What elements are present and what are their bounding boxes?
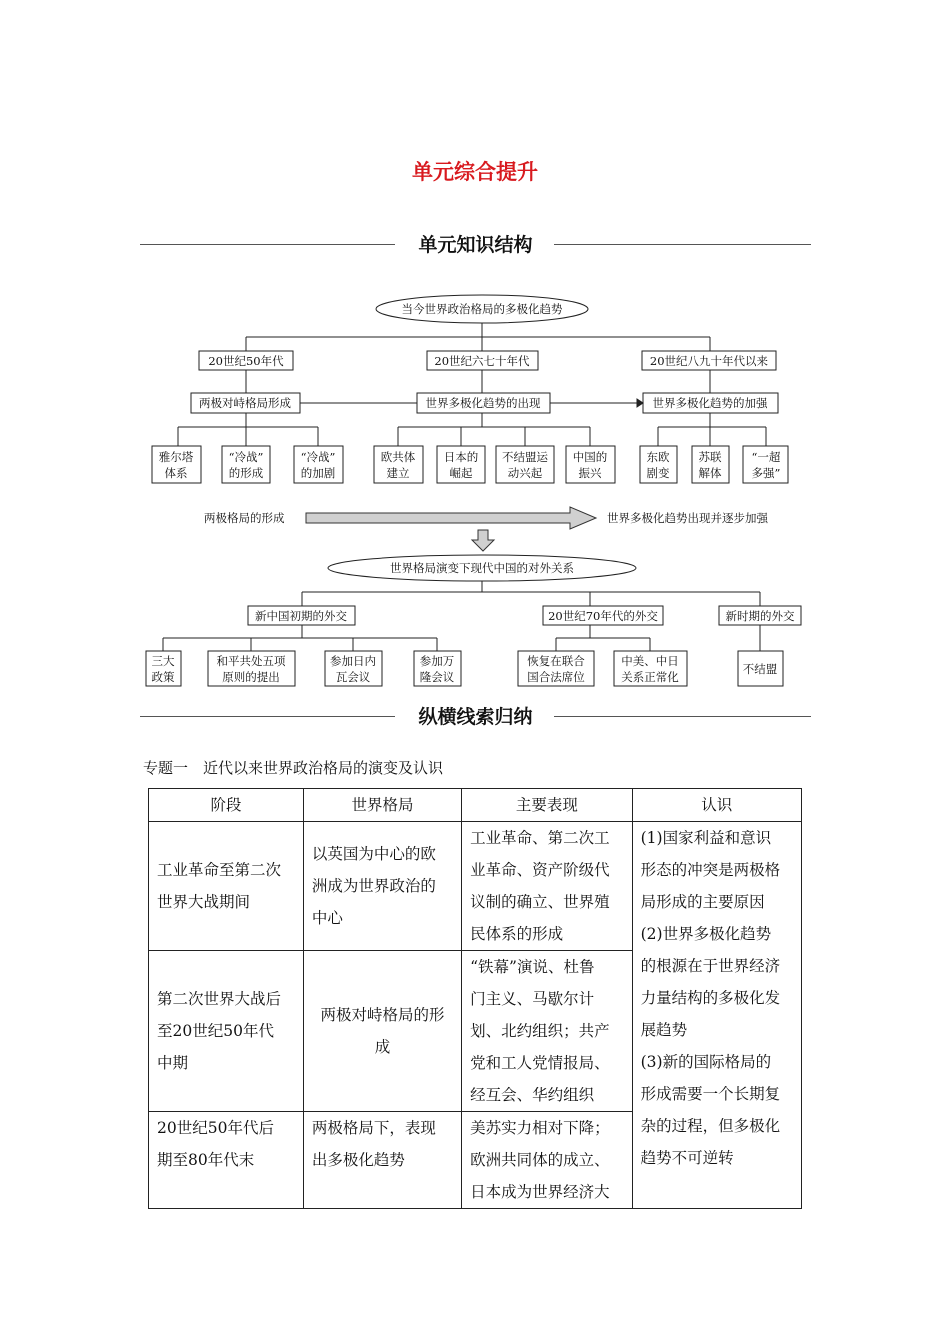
cell-line: 工业革命至第二次 bbox=[157, 861, 282, 879]
diplomacy-item: 恢复在联合 bbox=[527, 654, 585, 668]
event-label: 多强” bbox=[751, 466, 781, 480]
cell-line: “铁幕”演说、杜鲁 bbox=[470, 958, 595, 976]
cell-line: 的根源在于世界经济 bbox=[640, 957, 781, 975]
section-title: 单元知识结构 bbox=[418, 234, 533, 256]
cell-line: 民体系的形成 bbox=[470, 925, 564, 943]
table-row bbox=[149, 822, 802, 951]
diplomacy-item: 参加日内 bbox=[330, 654, 376, 668]
cell-line: 世界大战期间 bbox=[157, 893, 251, 911]
cell-line: 20世纪50年代后 bbox=[157, 1119, 274, 1137]
diplomacy-item: 瓦会议 bbox=[335, 670, 371, 684]
event-label: 苏联 bbox=[698, 450, 722, 464]
cell-line: 局形成的主要原因 bbox=[640, 893, 765, 911]
topic-heading: 专题一 近代以来世界政治格局的演变及认识 bbox=[143, 759, 444, 777]
diplomacy-item: 中美、中日 bbox=[621, 654, 679, 668]
diplomacy-item: 关系正常化 bbox=[621, 670, 679, 684]
diplomacy-item: 和平共处五项 bbox=[216, 654, 286, 668]
page-title: 单元综合提升 bbox=[412, 160, 538, 184]
period-label: 20世纪六七十年代 bbox=[434, 354, 530, 368]
diplomacy-item: 隆会议 bbox=[419, 670, 455, 684]
cell-line: 形态的冲突是两极格 bbox=[640, 861, 781, 879]
cell-line: 力量结构的多极化发 bbox=[640, 989, 781, 1007]
cell-line: 出多极化趋势 bbox=[311, 1151, 405, 1169]
diplomacy-item: 原则的提出 bbox=[222, 670, 280, 684]
cell-line: 美苏实力相对下降； bbox=[470, 1119, 610, 1137]
progress-arrow bbox=[306, 507, 596, 529]
event-label: “冷战” bbox=[228, 450, 264, 464]
cell-line: 两极格局下，表现 bbox=[311, 1119, 436, 1137]
section-heading-threads bbox=[140, 702, 811, 732]
arrow-right-label: 世界多极化趋势出现并逐步加强 bbox=[607, 511, 768, 525]
stage-label: 世界多极化趋势的出现 bbox=[425, 396, 541, 410]
cell-line: 洲成为世界政治的 bbox=[311, 877, 436, 895]
cell-line: 第二次世界大战后 bbox=[157, 990, 282, 1008]
stage-cell bbox=[149, 1112, 304, 1209]
cell-line: 中心 bbox=[311, 909, 343, 927]
root1-label: 当今世界政治格局的多极化趋势 bbox=[401, 302, 563, 316]
event-label: 东欧 bbox=[646, 450, 670, 464]
event-label: 振兴 bbox=[578, 466, 602, 480]
event-label: 崛起 bbox=[449, 466, 473, 480]
diplomacy-label: 20世纪70年代的外交 bbox=[548, 609, 658, 623]
cell-line: 形成需要一个长期复 bbox=[640, 1085, 781, 1103]
pattern-cell bbox=[303, 1112, 461, 1209]
diplomacy-item: 政策 bbox=[151, 670, 175, 684]
event-label: 的形成 bbox=[228, 466, 264, 480]
event-label: “冷战” bbox=[300, 450, 336, 464]
cell-line: 党和工人党情报局、 bbox=[470, 1054, 610, 1072]
cell-line: 趋势不可逆转 bbox=[640, 1149, 734, 1167]
insight-cell bbox=[632, 822, 801, 1209]
period-label: 20世纪八九十年代以来 bbox=[649, 354, 769, 368]
diplomacy-item: 三大 bbox=[151, 654, 175, 668]
section-title: 纵横线索归纳 bbox=[418, 706, 533, 728]
cell-line: 中期 bbox=[157, 1054, 189, 1072]
cell-line: (1)国家利益和意识 bbox=[640, 829, 772, 847]
event-label: 日本的 bbox=[443, 450, 479, 464]
diplomacy-item: 参加万 bbox=[419, 654, 455, 668]
cell-line: 杂的过程，但多极化 bbox=[640, 1117, 781, 1135]
cell-line: (2)世界多极化趋势 bbox=[640, 925, 772, 943]
event-label: 雅尔塔 bbox=[158, 450, 194, 464]
event-label: “一超 bbox=[751, 450, 781, 464]
arrow-left-label: 两极格局的形成 bbox=[204, 511, 285, 525]
cell-line: 划、北约组织；共产 bbox=[470, 1022, 610, 1040]
cell-line: 至20世纪50年代 bbox=[157, 1022, 274, 1040]
cell-line: 门主义、马歇尔计 bbox=[470, 990, 595, 1008]
cell-line: 欧洲共同体的成立、 bbox=[470, 1151, 610, 1169]
diplomacy-label: 新时期的外交 bbox=[725, 609, 795, 623]
cell-line: 成 bbox=[374, 1038, 391, 1056]
table-header: 认识 bbox=[632, 789, 801, 822]
table-header: 主要表现 bbox=[462, 789, 632, 822]
events-cell bbox=[462, 951, 632, 1112]
event-label: 的加剧 bbox=[300, 466, 336, 480]
event-label: 解体 bbox=[698, 466, 722, 480]
cell-line: 议制的确立、世界殖 bbox=[470, 893, 610, 911]
table-header-row bbox=[149, 789, 802, 822]
events-cell bbox=[462, 1112, 632, 1209]
event-label: 不结盟运 bbox=[502, 450, 548, 464]
period-label: 20世纪50年代 bbox=[208, 354, 284, 368]
cell-line: 工业革命、第二次工 bbox=[470, 829, 610, 847]
event-label: 体系 bbox=[164, 466, 188, 480]
stage-label: 世界多极化趋势的加强 bbox=[652, 396, 768, 410]
cell-line: 日本成为世界经济大 bbox=[470, 1183, 610, 1201]
pattern-cell bbox=[303, 951, 461, 1112]
event-label: 动兴起 bbox=[507, 466, 543, 480]
diplomacy-item: 不结盟 bbox=[742, 662, 778, 676]
diplomacy-label: 新中国初期的外交 bbox=[255, 609, 347, 623]
cell-line: 业革命、资产阶级代 bbox=[470, 861, 610, 879]
event-label: 欧共体 bbox=[380, 450, 416, 464]
evolution-table bbox=[148, 788, 802, 1209]
table-header: 阶段 bbox=[149, 789, 304, 822]
events-cell bbox=[462, 822, 632, 951]
event-label: 中国的 bbox=[572, 450, 608, 464]
stage-label: 两极对峙格局形成 bbox=[199, 396, 291, 410]
root2-label: 世界格局演变下现代中国的对外关系 bbox=[390, 561, 574, 575]
cell-line: 以英国为中心的欧 bbox=[311, 845, 436, 863]
event-label: 建立 bbox=[386, 466, 410, 480]
stage-cell bbox=[149, 822, 304, 951]
pattern-cell bbox=[303, 822, 461, 951]
down-arrow bbox=[472, 530, 494, 551]
cell-line: 展趋势 bbox=[640, 1021, 688, 1039]
cell-line: (3)新的国际格局的 bbox=[640, 1053, 772, 1071]
cell-line: 两极对峙格局的形 bbox=[320, 1006, 445, 1024]
cell-line: 经互会、华约组织 bbox=[470, 1086, 595, 1104]
stage-cell bbox=[149, 951, 304, 1112]
cell-line: 期至80年代末 bbox=[157, 1151, 255, 1169]
event-label: 剧变 bbox=[646, 466, 670, 480]
diplomacy-item: 国合法席位 bbox=[527, 670, 585, 684]
table-header: 世界格局 bbox=[303, 789, 461, 822]
